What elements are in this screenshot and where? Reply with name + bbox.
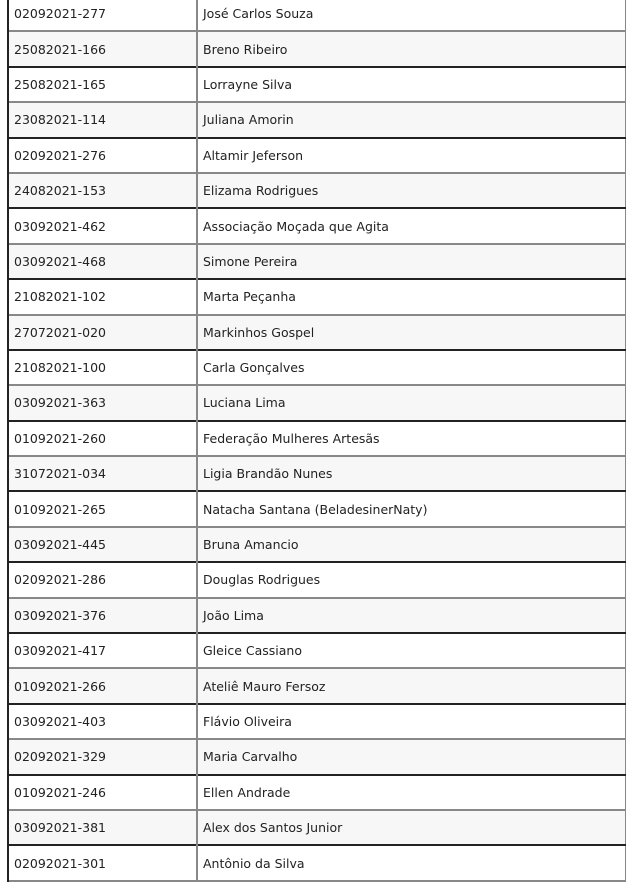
- table-row: [8, 0, 626, 31]
- participant-name-cell: Natacha Santana (BeladesinerNaty): [197, 491, 626, 526]
- participant-name-cell: José Carlos Souza: [197, 0, 626, 31]
- table-row: [8, 456, 626, 491]
- table-row: [8, 67, 626, 102]
- table-row: [8, 668, 626, 703]
- table-row: [8, 173, 626, 208]
- table-row: [8, 775, 626, 810]
- table-row: [8, 315, 626, 350]
- registration-code-cell: 21082021-102: [8, 279, 197, 314]
- table-row: [8, 527, 626, 562]
- table-row: [8, 421, 626, 456]
- participant-name-cell: Ateliê Mauro Fersoz: [197, 668, 626, 703]
- registration-code-cell: 24082021-153: [8, 173, 197, 208]
- participant-name-cell: Ligia Brandão Nunes: [197, 456, 626, 491]
- registration-code-cell: 02092021-301: [8, 845, 197, 880]
- table-row: [8, 739, 626, 774]
- participant-name-cell: Associação Moçada que Agita: [197, 208, 626, 243]
- participant-name-cell: Altamir Jeferson: [197, 138, 626, 173]
- registration-code-cell: 02092021-286: [8, 562, 197, 597]
- registration-code-cell: 31072021-034: [8, 456, 197, 491]
- registrations-table: [7, 0, 626, 882]
- registration-code-cell: 03092021-403: [8, 704, 197, 739]
- table-row: [8, 31, 626, 66]
- registration-code-cell: 03092021-363: [8, 385, 197, 420]
- registration-code-cell: 03092021-381: [8, 810, 197, 845]
- participant-name-cell: Lorrayne Silva: [197, 67, 626, 102]
- registration-code-cell: 23082021-114: [8, 102, 197, 137]
- table-body: [8, 0, 626, 881]
- table-row: [8, 562, 626, 597]
- registration-code-cell: 21082021-100: [8, 350, 197, 385]
- participant-name-cell: Gleice Cassiano: [197, 633, 626, 668]
- registration-code-cell: 03092021-417: [8, 633, 197, 668]
- table-row: [8, 350, 626, 385]
- table-row: [8, 633, 626, 668]
- registration-code-cell: 03092021-445: [8, 527, 197, 562]
- participant-name-cell: Markinhos Gospel: [197, 315, 626, 350]
- registration-code-cell: 02092021-276: [8, 138, 197, 173]
- registration-code-cell: 01092021-246: [8, 775, 197, 810]
- registration-code-cell: 27072021-020: [8, 315, 197, 350]
- participant-name-cell: Breno Ribeiro: [197, 31, 626, 66]
- participant-name-cell: Ellen Andrade: [197, 775, 626, 810]
- participant-name-cell: Douglas Rodrigues: [197, 562, 626, 597]
- table-row: [8, 102, 626, 137]
- participant-name-cell: Alex dos Santos Junior: [197, 810, 626, 845]
- registration-code-cell: 03092021-468: [8, 244, 197, 279]
- participant-name-cell: Elizama Rodrigues: [197, 173, 626, 208]
- registration-code-cell: 02092021-277: [8, 0, 197, 31]
- registration-code-cell: 01092021-260: [8, 421, 197, 456]
- participant-name-cell: Carla Gonçalves: [197, 350, 626, 385]
- registration-code-cell: 02092021-329: [8, 739, 197, 774]
- registration-code-cell: 03092021-462: [8, 208, 197, 243]
- participant-name-cell: Bruna Amancio: [197, 527, 626, 562]
- participant-name-cell: Maria Carvalho: [197, 739, 626, 774]
- registration-code-cell: 25082021-165: [8, 67, 197, 102]
- participant-name-cell: Juliana Amorin: [197, 102, 626, 137]
- table-row: [8, 845, 626, 880]
- table-row: [8, 491, 626, 526]
- participant-name-cell: Luciana Lima: [197, 385, 626, 420]
- registration-code-cell: 01092021-266: [8, 668, 197, 703]
- participant-name-cell: Federação Mulheres Artesãs: [197, 421, 626, 456]
- table-row: [8, 138, 626, 173]
- table-row: [8, 598, 626, 633]
- participant-name-cell: Simone Pereira: [197, 244, 626, 279]
- registration-code-cell: 01092021-265: [8, 491, 197, 526]
- participant-name-cell: Marta Peçanha: [197, 279, 626, 314]
- registration-code-cell: 25082021-166: [8, 31, 197, 66]
- table-row: [8, 279, 626, 314]
- table-row: [8, 810, 626, 845]
- table-row: [8, 244, 626, 279]
- table-row: [8, 385, 626, 420]
- registration-code-cell: 03092021-376: [8, 598, 197, 633]
- participant-name-cell: Flávio Oliveira: [197, 704, 626, 739]
- participant-name-cell: João Lima: [197, 598, 626, 633]
- participant-name-cell: Antônio da Silva: [197, 845, 626, 880]
- table-row: [8, 704, 626, 739]
- table-row: [8, 208, 626, 243]
